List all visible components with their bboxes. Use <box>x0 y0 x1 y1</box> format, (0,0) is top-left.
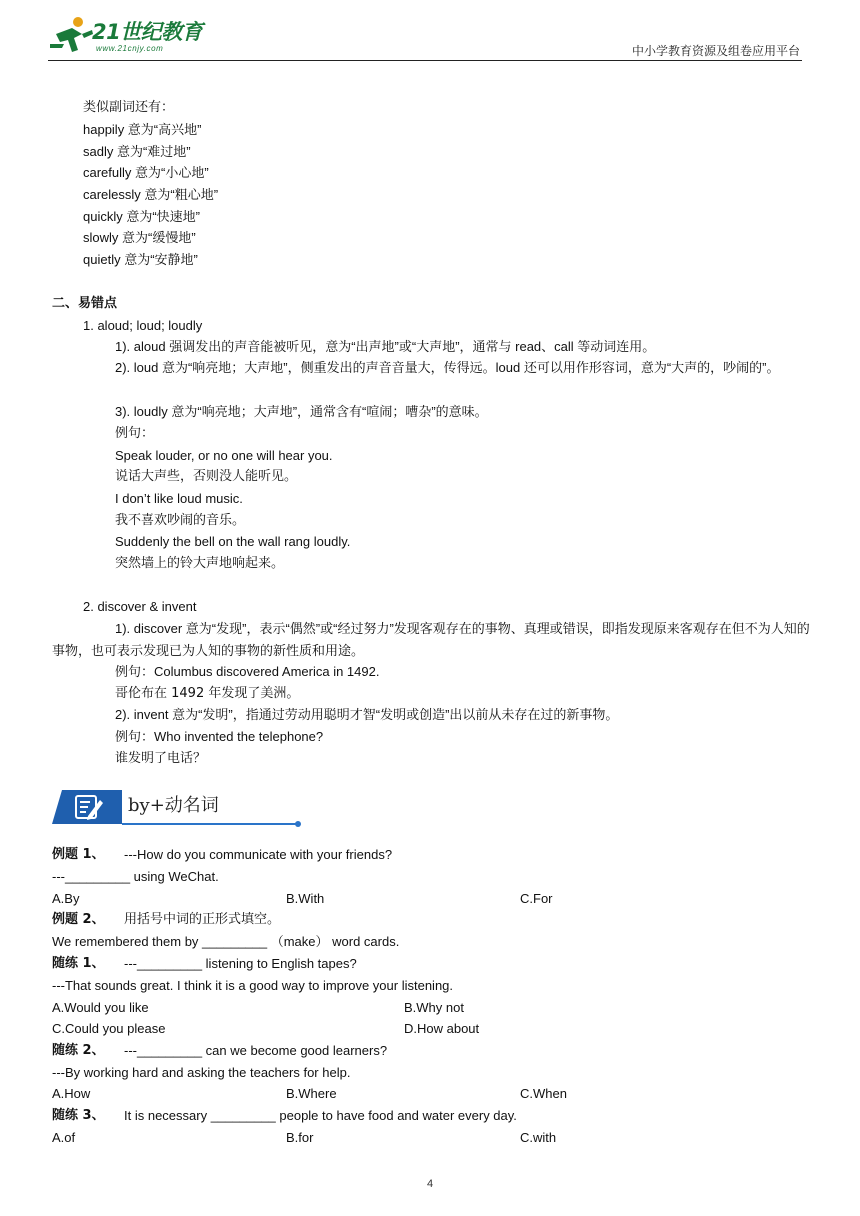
exercise-label: 例题 2、 <box>52 912 105 927</box>
example-sentence: I don’t like loud music. <box>115 491 243 506</box>
option: A.By <box>52 891 80 906</box>
item2-point2: 2). invent 意为“发明”，指通过劳动用聪明才智“发明或创造”出以前从未存在过的新事物。 <box>115 707 619 722</box>
option: D.How about <box>404 1021 480 1036</box>
exercise-answer-line: ---_________ using WeChat. <box>52 869 219 884</box>
item2-example1-translation: 哥伦布在 1492 年发现了美洲。 <box>115 686 300 701</box>
adverb-item: carelessly 意为“粗心地” <box>83 187 219 202</box>
logo <box>48 14 228 58</box>
option: C.When <box>520 1086 567 1101</box>
banner-underline-dot <box>295 821 301 827</box>
item2-example2: 例句：Who invented the telephone? <box>115 729 324 744</box>
exercise-question: ---_________ listening to English tapes? <box>124 956 357 971</box>
item1-title: 1. aloud; loud; loudly <box>83 318 203 333</box>
adverbs-intro: 类似副词还有： <box>83 100 175 115</box>
option: C.For <box>520 891 553 906</box>
option: A.Would you like <box>52 1000 149 1015</box>
option: B.for <box>286 1130 314 1145</box>
option: A.of <box>52 1130 76 1145</box>
example-sentence: Suddenly the bell on the wall rang loudly. <box>115 534 351 549</box>
exercise-fill-line: We remembered them by _________ （make） word cards. <box>52 934 400 949</box>
option: A.How <box>52 1086 91 1101</box>
example-translation: 我不喜欢吵闹的音乐。 <box>115 513 246 528</box>
item1-point2: 2). loud 意为“响亮地；大声地”，侧重发出的声音音量大，传得远。loud 还可以用作形容词，意为“大声的，吵闹的”。 <box>115 360 780 375</box>
adverb-item: quickly 意为“快速地” <box>83 209 201 224</box>
option: B.With <box>286 891 325 906</box>
adverb-item: slowly 意为“缓慢地” <box>83 230 196 245</box>
exercise-label: 随练 1、 <box>52 956 105 971</box>
header-platform-name: 中小学教育资源及组卷应用平台 <box>631 44 800 58</box>
adverb-item: quietly 意为“安静地” <box>83 252 198 267</box>
banner-title: by+动名词 <box>128 795 219 816</box>
adverb-item: sadly 意为“难过地” <box>83 144 191 159</box>
logo-text: 21世纪教育 <box>92 20 203 44</box>
exercise-label: 例题 1、 <box>52 847 105 862</box>
example-translation: 突然墙上的铃大声地响起来。 <box>115 556 285 571</box>
option: B.Why not <box>404 1000 464 1015</box>
banner-underline <box>122 823 297 825</box>
exercise-question: ---_________ can we become good learners? <box>124 1043 388 1058</box>
adverb-item: happily 意为“高兴地” <box>83 122 202 137</box>
item2-point1: 1). discover 意为“发现”，表示“偶然”或“经过努力”发现客观存在的事物、真理或错误，即指发现原来客观存在但不为人知的事物，也可表示发现已为人知的事物的新性质和用途。 <box>52 621 810 658</box>
item2-title: 2. discover & invent <box>83 599 197 614</box>
page-header <box>48 14 802 61</box>
edit-note-icon <box>52 788 122 826</box>
option: C.Could you please <box>52 1021 166 1036</box>
option: C.with <box>520 1130 557 1145</box>
adverb-item: carefully 意为“小心地” <box>83 165 209 180</box>
page-number: 4 <box>426 1178 434 1190</box>
exercise-question: It is necessary _________ people to have food and water every day. <box>124 1108 517 1123</box>
exercise-answer-line: ---That sounds great. I think it is a good way to improve your listening. <box>52 978 454 993</box>
runner-logo-icon <box>48 14 94 56</box>
section-heading: 二、易错点 <box>52 296 118 311</box>
exercise-answer-line: ---By working hard and asking the teachers for help. <box>52 1065 351 1080</box>
exercise-question: 用括号中词的正形式填空。 <box>124 912 281 927</box>
example-sentence: Speak louder, or no one will hear you. <box>115 448 333 463</box>
item1-point3: 3). loudly 意为“响亮地；大声地”，通常含有“喧闹；嘈杂”的意味。 <box>115 404 488 419</box>
option: B.Where <box>286 1086 337 1101</box>
logo-url: www.21cnjy.com <box>96 44 164 53</box>
exercise-label: 随练 2、 <box>52 1043 105 1058</box>
examples-label: 例句： <box>115 426 155 441</box>
exercise-label: 随练 3、 <box>52 1108 105 1123</box>
item1-point1: 1). aloud 强调发出的声音能被听见，意为“出声地”或“大声地”，通常与 read、call 等动词连用。 <box>115 339 656 354</box>
example-translation: 说话大声些，否则没人能听见。 <box>115 469 298 484</box>
item2-example1: 例句：Columbus discovered America in 1492. <box>115 664 380 679</box>
exercise-question: ---How do you communicate with your friends? <box>124 847 393 862</box>
item2-example2-translation: 谁发明了电话？ <box>115 751 207 766</box>
